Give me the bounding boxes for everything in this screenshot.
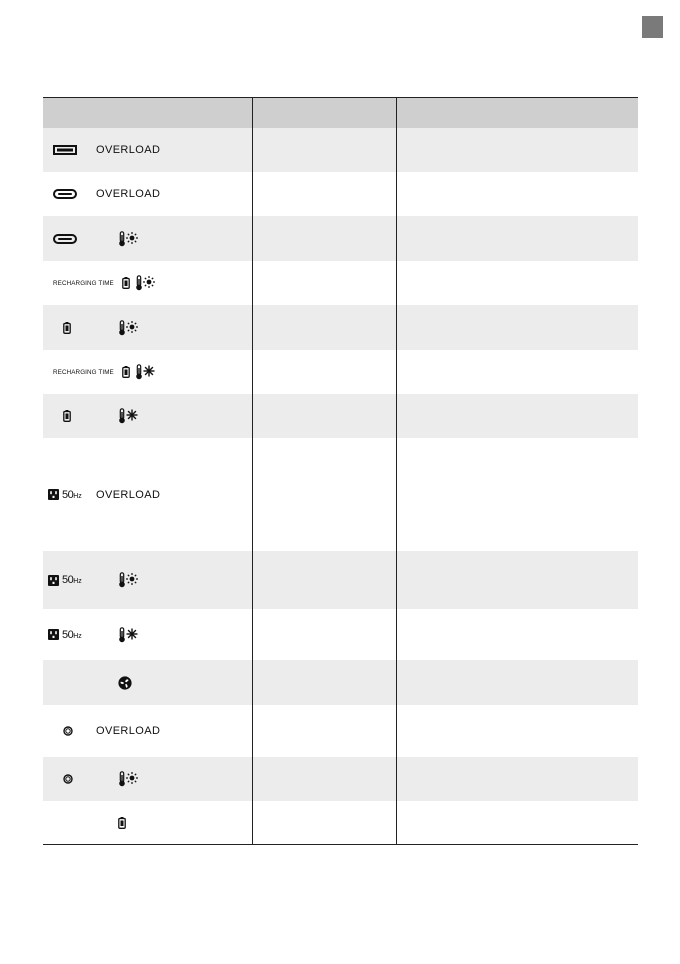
high-temperature-icon <box>118 572 138 588</box>
solution-cell <box>396 705 638 757</box>
usb-c-port-icon <box>53 234 77 244</box>
code-cell <box>43 438 252 551</box>
high-temperature-icon <box>135 275 155 291</box>
ac-outlet-icon <box>48 489 59 500</box>
code-cell-content <box>43 350 252 394</box>
high-temperature-icon <box>118 771 138 787</box>
fan-icon <box>118 676 132 690</box>
solution-cell <box>396 757 638 801</box>
cause-cell <box>252 757 396 801</box>
usb-c-port-icon <box>53 189 77 199</box>
port-indicator <box>53 234 77 244</box>
port-indicator <box>53 189 77 199</box>
table-row <box>43 216 638 261</box>
port-indicator <box>53 489 82 501</box>
overload-label <box>96 489 160 501</box>
solution-cell <box>396 172 638 216</box>
cause-cell <box>252 216 396 261</box>
code-cell-content <box>43 305 252 350</box>
solution-cell <box>396 261 638 305</box>
port-indicator <box>53 322 71 334</box>
battery-icon <box>118 817 126 829</box>
solution-cell <box>396 801 638 845</box>
recharge-indicator <box>53 364 155 380</box>
battery-icon <box>122 277 130 289</box>
usb-a-port-icon <box>53 145 77 155</box>
header-cell-solution <box>396 98 638 129</box>
port-indicator <box>53 410 71 422</box>
ac-outlet-icon <box>48 575 59 586</box>
solution-cell <box>396 660 638 705</box>
code-cell-content <box>43 394 252 438</box>
frequency-value: 50 <box>62 488 74 501</box>
code-cell-content <box>43 216 252 261</box>
temperature-indicator <box>118 627 138 643</box>
code-cell-content <box>43 705 252 757</box>
code-cell <box>43 705 252 757</box>
high-temperature-icon <box>118 231 138 247</box>
battery-icon <box>118 817 126 829</box>
code-cell-content <box>43 551 252 609</box>
cause-cell <box>252 801 396 845</box>
low-temperature-icon <box>118 408 138 424</box>
table-row <box>43 609 638 660</box>
code-cell-content <box>43 609 252 660</box>
table-row <box>43 660 638 705</box>
solution-cell <box>396 394 638 438</box>
battery-icon <box>122 366 130 378</box>
cause-cell <box>252 705 396 757</box>
port-indicator <box>53 774 73 784</box>
overload-text: OVERLOAD <box>96 144 161 156</box>
table-row <box>43 261 638 305</box>
table-header-row <box>43 98 638 129</box>
code-cell-content <box>43 660 252 705</box>
code-cell-content <box>43 128 252 172</box>
high-temperature-icon <box>118 231 138 247</box>
cause-cell <box>252 350 396 394</box>
code-cell-content <box>43 261 252 305</box>
cause-cell <box>252 305 396 350</box>
cause-cell <box>252 609 396 660</box>
frequency-unit: Hz <box>73 492 82 500</box>
car-port-icon <box>63 726 73 736</box>
usb-c-port-icon <box>53 234 77 244</box>
code-cell <box>43 216 252 261</box>
overload-text: OVERLOAD <box>96 188 161 200</box>
code-cell <box>43 757 252 801</box>
frequency-label <box>62 629 82 641</box>
battery-indicator <box>118 817 126 829</box>
code-cell <box>43 128 252 172</box>
ac-outlet-icon <box>48 575 59 586</box>
table-row <box>43 394 638 438</box>
ac-outlet-icon <box>48 489 59 500</box>
car-port-icon <box>63 774 73 784</box>
recharge-indicator <box>53 275 155 291</box>
battery-icon <box>63 322 71 334</box>
table-row <box>43 172 638 216</box>
frequency-label <box>62 574 82 586</box>
table-row <box>43 801 638 845</box>
cause-cell <box>252 438 396 551</box>
code-cell-content <box>43 438 252 551</box>
table-row <box>43 551 638 609</box>
usb-c-port-icon <box>53 189 77 199</box>
car-port-icon <box>63 726 73 736</box>
error-code-table <box>43 97 638 845</box>
temperature-indicator <box>118 231 138 247</box>
temperature-indicator <box>118 320 138 336</box>
high-temperature-icon <box>118 771 138 787</box>
table-row <box>43 305 638 350</box>
battery-icon <box>63 410 71 422</box>
temperature-indicator <box>118 408 138 424</box>
frequency-unit: Hz <box>73 578 82 585</box>
high-temperature-icon <box>118 572 138 588</box>
solution-cell <box>396 350 638 394</box>
code-cell <box>43 305 252 350</box>
solution-cell <box>396 609 638 660</box>
table-row <box>43 438 638 551</box>
solution-cell <box>396 128 638 172</box>
usb-a-port-icon <box>53 145 77 155</box>
recharging-time-label: RECHARGING TIME <box>53 368 114 376</box>
frequency-value: 50 <box>62 628 74 641</box>
code-cell <box>43 660 252 705</box>
low-temperature-icon <box>135 364 155 380</box>
overload-label <box>96 725 160 737</box>
code-cell <box>43 551 252 609</box>
port-indicator <box>53 574 82 586</box>
car-port-icon <box>63 774 73 784</box>
code-cell <box>43 172 252 216</box>
header-cell-cause <box>252 98 396 129</box>
table-row <box>43 350 638 394</box>
low-temperature-icon <box>118 408 138 424</box>
battery-icon <box>122 366 130 378</box>
battery-icon <box>63 410 71 422</box>
port-indicator <box>53 726 73 736</box>
table-row <box>43 705 638 757</box>
frequency-label <box>62 489 82 501</box>
cause-cell <box>252 128 396 172</box>
overload-label <box>96 144 160 156</box>
table-row <box>43 128 638 172</box>
ac-outlet-icon <box>48 629 59 640</box>
cause-cell <box>252 394 396 438</box>
battery-icon <box>122 277 130 289</box>
overload-label <box>96 188 160 200</box>
temperature-indicator <box>118 771 138 787</box>
port-indicator <box>53 629 82 641</box>
solution-cell <box>396 305 638 350</box>
frequency-unit: Hz <box>73 632 82 640</box>
code-cell <box>43 350 252 394</box>
low-temperature-icon <box>135 364 155 380</box>
ac-outlet-icon <box>48 629 59 640</box>
code-cell <box>43 394 252 438</box>
port-indicator <box>53 145 77 155</box>
solution-cell <box>396 551 638 609</box>
cause-cell <box>252 660 396 705</box>
table-row <box>43 757 638 801</box>
code-cell-content <box>43 801 252 844</box>
cause-cell <box>252 172 396 216</box>
chapter-tab <box>642 16 663 38</box>
temperature-indicator <box>118 572 138 588</box>
recharging-time-label: RECHARGING TIME <box>53 279 114 287</box>
low-temperature-icon <box>118 627 138 643</box>
overload-text: OVERLOAD <box>96 488 161 501</box>
battery-icon <box>63 322 71 334</box>
code-cell-content <box>43 757 252 801</box>
solution-cell <box>396 438 638 551</box>
frequency-value: 50 <box>62 574 74 586</box>
high-temperature-icon <box>118 320 138 336</box>
cause-cell <box>252 551 396 609</box>
fan-indicator <box>118 676 132 690</box>
high-temperature-icon <box>135 275 155 291</box>
code-cell <box>43 609 252 660</box>
code-cell <box>43 261 252 305</box>
header-cell-code <box>43 98 252 129</box>
overload-text: OVERLOAD <box>96 725 161 737</box>
high-temperature-icon <box>118 320 138 336</box>
low-temperature-icon <box>118 627 138 643</box>
solution-cell <box>396 216 638 261</box>
code-cell-content <box>43 172 252 216</box>
code-cell <box>43 801 252 845</box>
cause-cell <box>252 261 396 305</box>
fan-icon <box>118 676 132 690</box>
